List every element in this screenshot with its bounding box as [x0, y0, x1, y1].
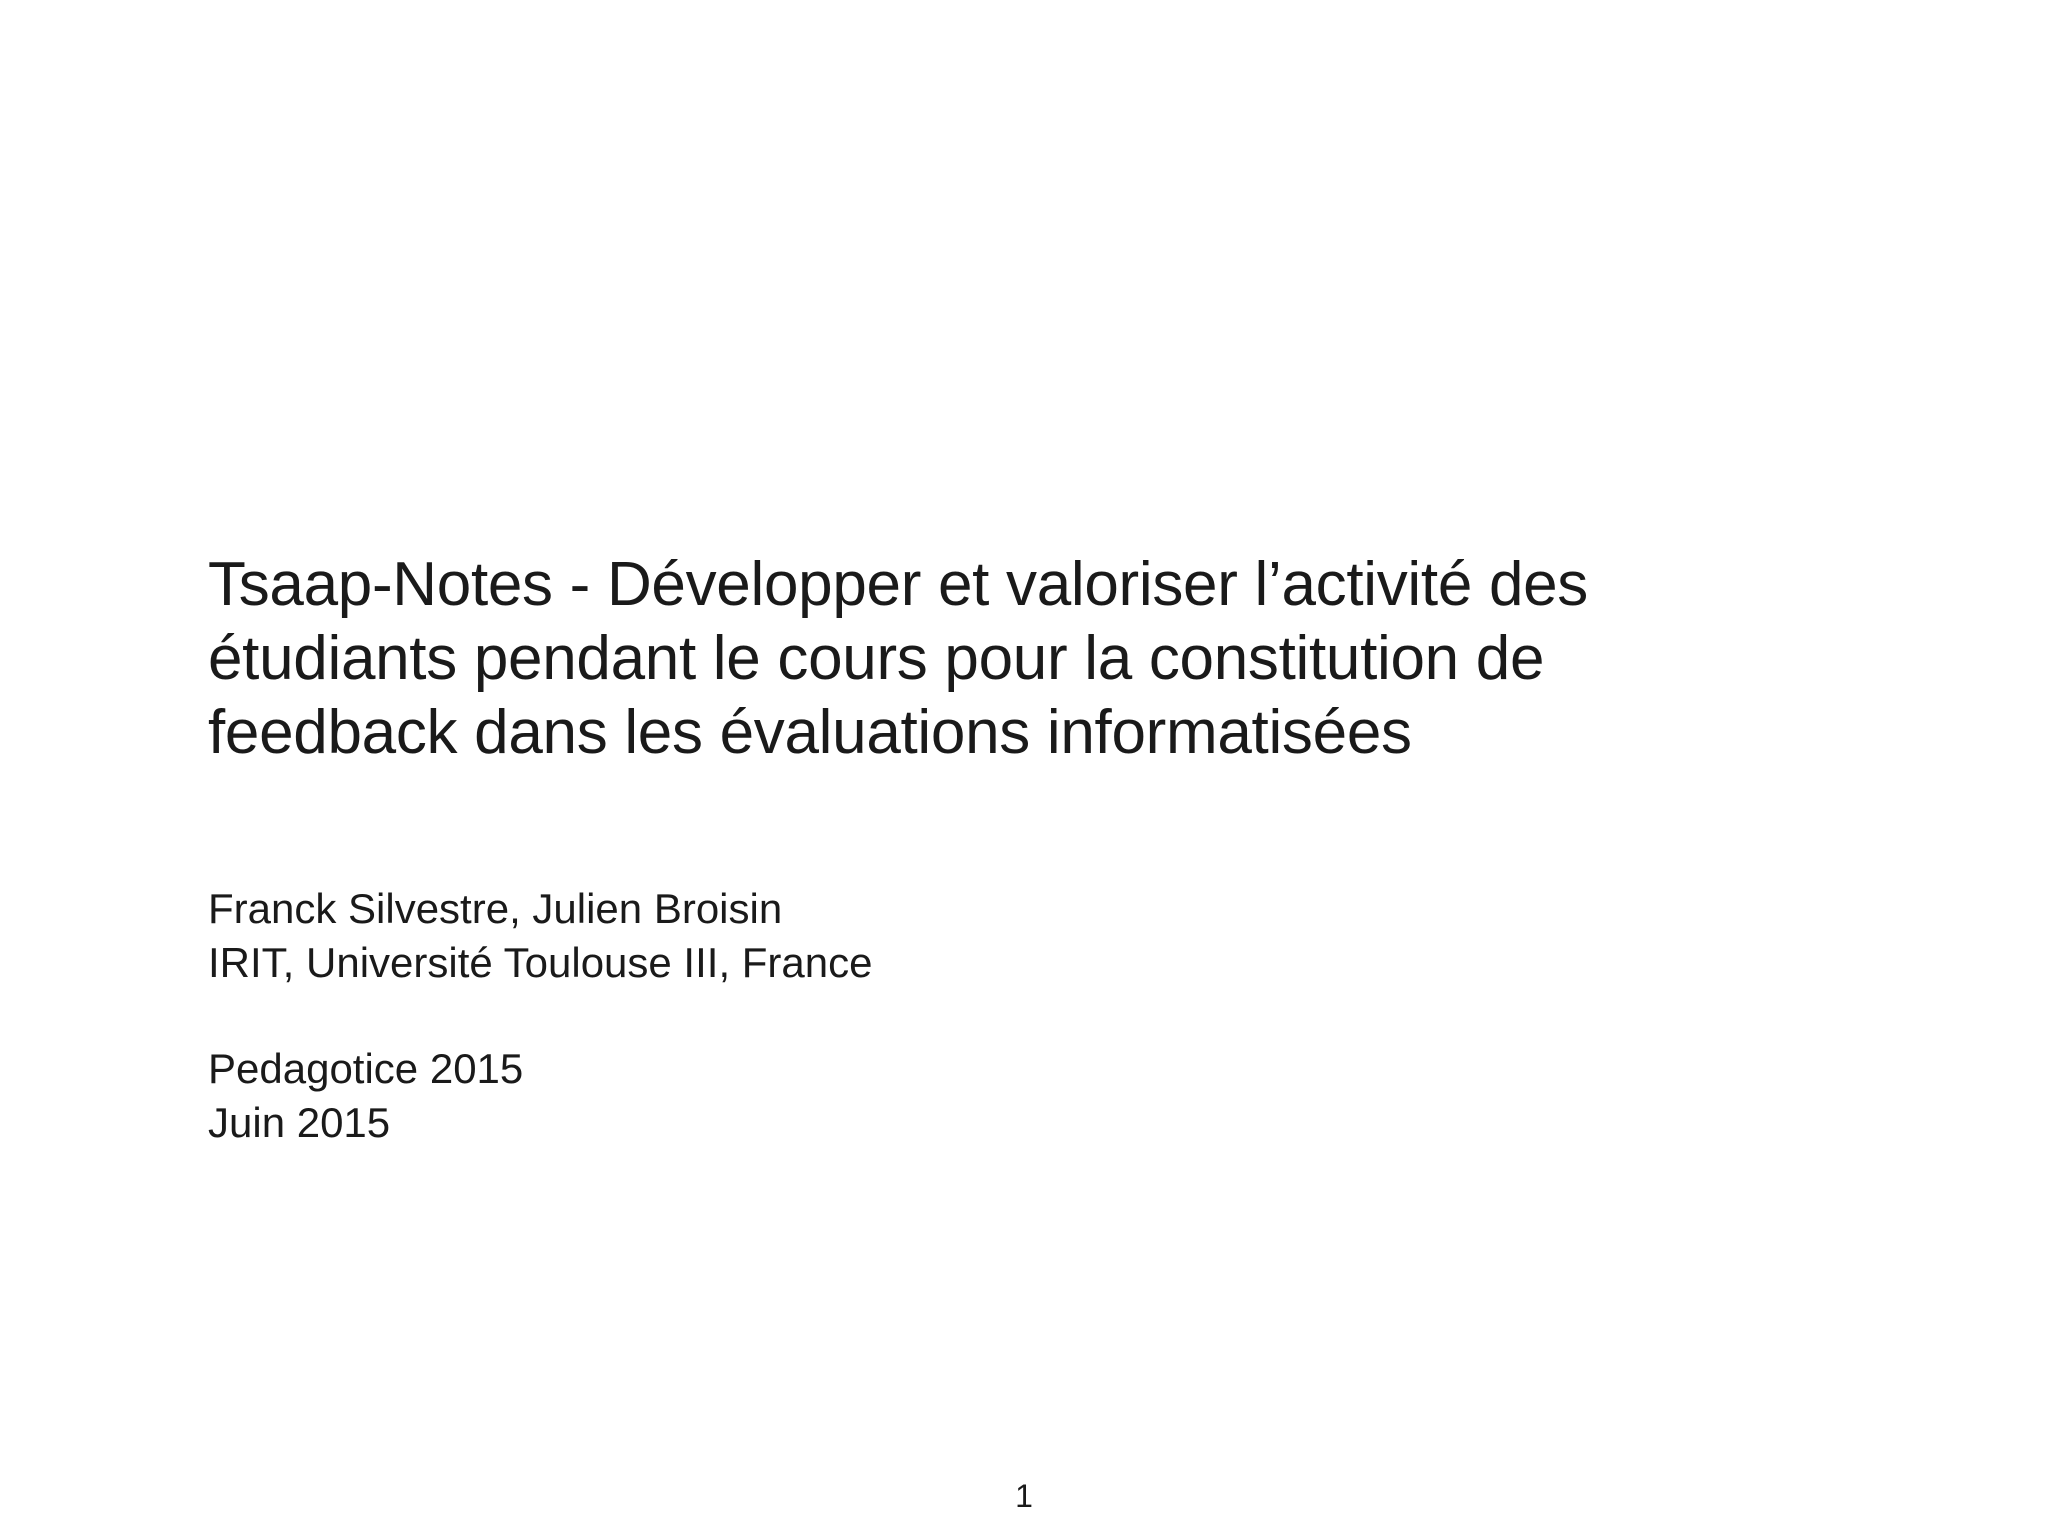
conference-name: Pedagotice 2015 — [208, 1045, 524, 1092]
page-number: 1 — [1015, 1478, 1033, 1514]
affiliation: IRIT, Université Toulouse III, France — [208, 939, 873, 986]
authors: Franck Silvestre, Julien Broisin — [208, 885, 783, 932]
presentation-date: Juin 2015 — [208, 1099, 391, 1146]
title-line-3: feedback dans les évaluations informatisées — [208, 698, 1412, 767]
title-line-2: étudiants pendant le cours pour la constitution de — [208, 624, 1545, 693]
slide-subtitle-info — [208, 882, 1608, 1150]
title-line-1: Tsaap-Notes - Développer et valoriser l’activité des — [208, 550, 1589, 619]
slide-title — [208, 548, 1928, 770]
